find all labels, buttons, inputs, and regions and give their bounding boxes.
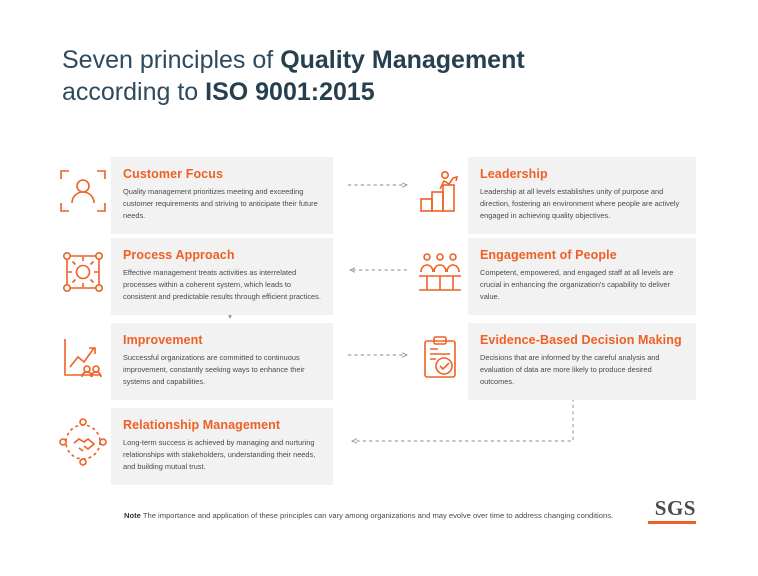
card-text-box: [111, 157, 333, 234]
title-line-1-strong: Quality Management: [280, 46, 525, 74]
footer-note-text: The importance and application of these principles can vary among organizations and may evolve over time to address changing conditions.: [142, 511, 614, 520]
title-line-2-plain: according to: [62, 78, 206, 106]
card-leadership[interactable]: [412, 157, 696, 234]
card-text-box: [468, 323, 696, 400]
process-approach-icon: [55, 244, 111, 300]
card-title: Process Approach: [123, 248, 235, 262]
card-title: Evidence-Based Decision Making: [480, 333, 682, 347]
card-text-box: [468, 157, 696, 234]
customer-focus-icon: [55, 163, 111, 219]
leadership-icon: [412, 163, 468, 219]
card-improvement[interactable]: [55, 323, 333, 400]
title-line-1-plain: Seven principles of: [62, 46, 281, 74]
card-engagement-of-people[interactable]: [412, 238, 696, 315]
card-process-approach[interactable]: [55, 238, 333, 315]
card-evidence-based-decision-making[interactable]: [412, 323, 696, 400]
card-description: Leadership at all levels establishes unity of purpose and direction, fostering an environment where people are actively engaged in achieving quality objectives.: [480, 187, 680, 220]
card-description: Long-term success is achieved by managing and nurturing relationships with stakeholders, understanding their needs, and building mutual trust.: [123, 438, 316, 471]
card-text-box: [468, 238, 696, 315]
card-relationship-management[interactable]: [55, 408, 333, 485]
card-title: Leadership: [480, 167, 548, 181]
sgs-logo: [648, 498, 696, 524]
logo-text: SGS: [654, 496, 696, 520]
card-text-box: [111, 238, 333, 315]
card-customer-focus[interactable]: [55, 157, 333, 234]
card-description: Successful organizations are committed to continuous improvement, constantly seeking ways to enhance their systems and capabilities.: [123, 353, 305, 386]
card-description: Quality management prioritizes meeting and exceeding customer requirements and striving to anticipate their future needs.: [123, 187, 318, 220]
card-title: Customer Focus: [123, 167, 224, 181]
card-title: Relationship Management: [123, 418, 281, 432]
footer-note: [124, 511, 613, 520]
card-title: Improvement: [123, 333, 203, 347]
improvement-icon: [55, 329, 111, 385]
card-description: Competent, empowered, and engaged staff at all levels are crucial in enhancing the organization's capability to deliver value.: [480, 268, 674, 301]
card-description: Effective management treats activities as interrelated processes within a coherent system, which leads to consistent and predictable results through efficient practices.: [123, 268, 321, 301]
card-text-box: [111, 408, 333, 485]
evidence-based-decision-icon: [412, 329, 468, 385]
card-text-box: [111, 323, 333, 400]
relationship-management-icon: [55, 414, 111, 470]
card-title: Engagement of People: [480, 248, 617, 262]
engagement-of-people-icon: [412, 244, 468, 300]
title-line-2-strong: ISO 9001:2015: [205, 78, 375, 106]
logo-underline: [648, 521, 696, 524]
footer-note-label: Note: [124, 511, 141, 520]
card-description: Decisions that are informed by the careful analysis and evaluation of data are more likely to produce desired outcomes.: [480, 353, 660, 386]
